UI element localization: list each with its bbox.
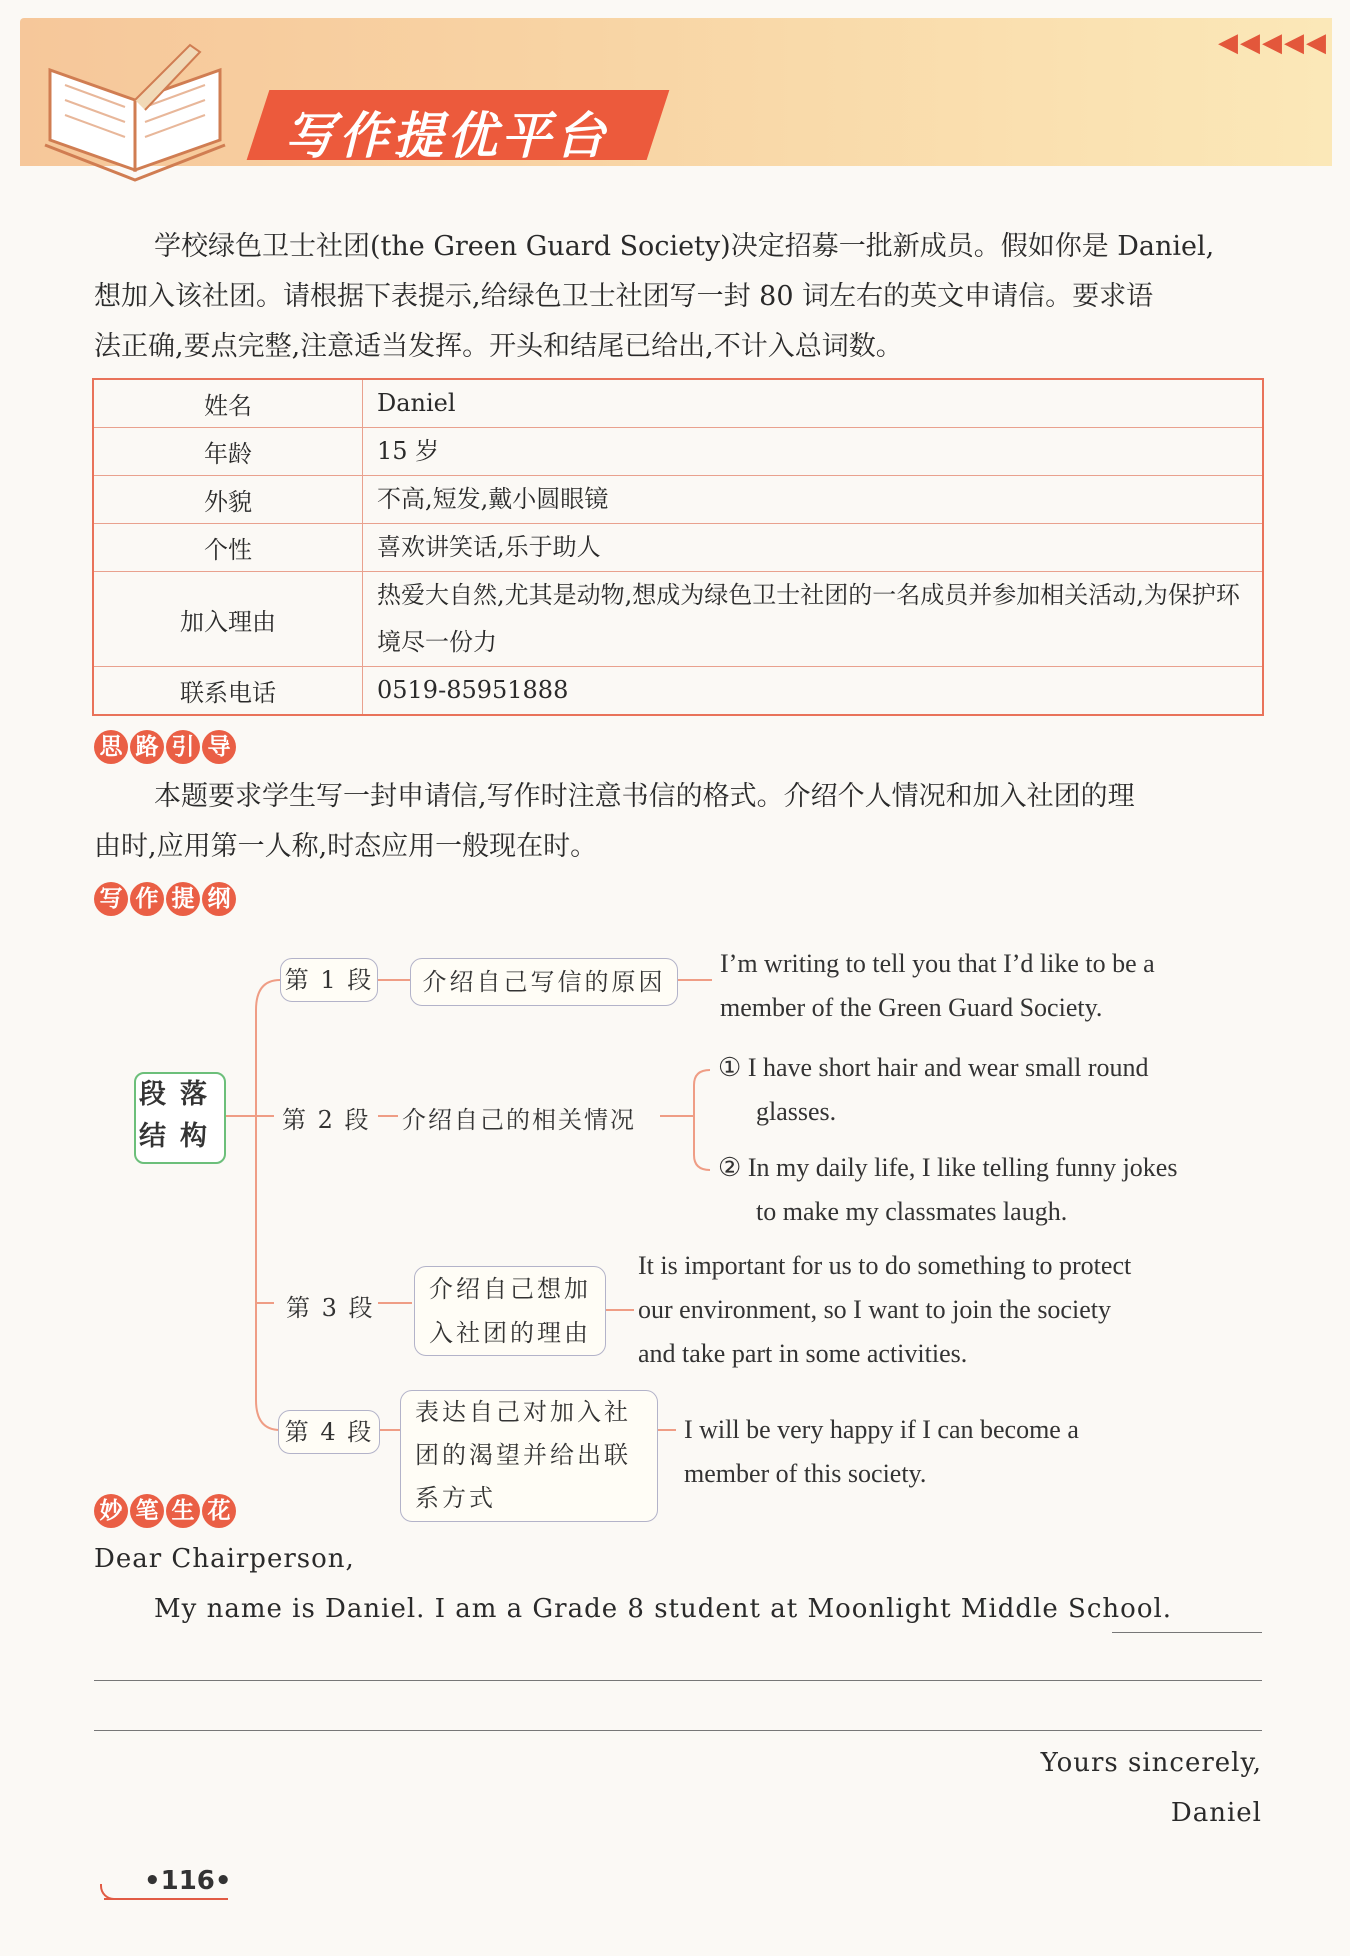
page-number-underline bbox=[104, 1898, 228, 1900]
guide-text bbox=[94, 772, 1264, 872]
tag-char: 纲 bbox=[202, 882, 236, 916]
table-value: 0519-85951888 bbox=[363, 667, 1264, 716]
table-value: Daniel bbox=[363, 379, 1264, 428]
table-row bbox=[93, 572, 1263, 667]
english-line: member of the Green Guard Society. bbox=[720, 993, 1103, 1022]
english-line: I will be very happy if I can become a bbox=[684, 1415, 1079, 1444]
table-row bbox=[93, 379, 1263, 428]
guide-line-1: 本题要求学生写一封申请信,写作时注意书信的格式。介绍个人情况和加入社团的理 bbox=[154, 781, 1135, 812]
table-row bbox=[93, 667, 1263, 716]
prompt-line-1: 学校绿色卫士社团(the Green Guard Society)决定招募一批新成员。假如你是 Daniel, bbox=[154, 231, 1215, 262]
answer-line[interactable] bbox=[94, 1730, 1262, 1731]
table-key: 姓名 bbox=[93, 379, 363, 428]
table-value: 不高,短发,戴小圆眼镜 bbox=[363, 476, 1264, 524]
english-line: glasses. bbox=[756, 1097, 837, 1126]
point-number: ① bbox=[718, 1053, 742, 1082]
paragraph-label-2: 第 2 段 bbox=[282, 1106, 371, 1134]
arrow-decoration-icon: ◀◀◀◀◀ bbox=[1218, 28, 1328, 58]
letter-signature: Daniel bbox=[1170, 1798, 1262, 1828]
letter-closing: Yours sincerely, bbox=[1040, 1748, 1262, 1778]
answer-blank-line[interactable] bbox=[1112, 1632, 1262, 1633]
english-line: I have short hair and wear small round bbox=[747, 1053, 1149, 1082]
outline-section-tag bbox=[94, 882, 236, 916]
writing-prompt bbox=[94, 222, 1264, 372]
prompt-line-3: 法正确,要点完整,注意适当发挥。开头和结尾已给出,不计入总词数。 bbox=[94, 331, 903, 362]
table-row bbox=[93, 476, 1263, 524]
paragraph-label-4: 第 4 段 bbox=[278, 1410, 380, 1454]
paragraph-topic-4 bbox=[400, 1390, 658, 1522]
tag-char: 导 bbox=[202, 730, 236, 764]
topic-line: 表达自己对加入社 bbox=[415, 1398, 631, 1426]
root-line-1: 段落 bbox=[139, 1079, 221, 1110]
tag-char: 路 bbox=[130, 730, 164, 764]
paragraph-point-1 bbox=[718, 1046, 1149, 1134]
prompt-line-2: 想加入该社团。请根据下表提示,给绿色卫士社团写一封 80 词左右的英文申请信。要求语 bbox=[94, 281, 1154, 312]
paragraph-topic-2: 介绍自己的相关情况 bbox=[402, 1106, 636, 1134]
topic-line: 系方式 bbox=[415, 1484, 496, 1512]
paragraph-label-1: 第 1 段 bbox=[280, 958, 378, 1002]
tag-char: 作 bbox=[130, 882, 164, 916]
tag-char: 引 bbox=[166, 730, 200, 764]
table-value: 15 岁 bbox=[363, 428, 1264, 476]
open-book-icon bbox=[40, 40, 230, 200]
tag-char: 写 bbox=[94, 882, 128, 916]
tag-char: 妙 bbox=[94, 1494, 128, 1528]
guide-line-2: 由时,应用第一人称,时态应用一般现在时。 bbox=[94, 831, 598, 862]
english-line: It is important for us to do something to protect bbox=[638, 1251, 1132, 1280]
paragraph-topic-3 bbox=[414, 1266, 606, 1356]
writing-section-tag bbox=[94, 1494, 236, 1528]
paragraph-label-3: 第 3 段 bbox=[286, 1294, 375, 1322]
table-value: 喜欢讲笑话,乐于助人 bbox=[363, 524, 1264, 572]
paragraph-english-3 bbox=[638, 1244, 1131, 1376]
english-line: and take part in some activities. bbox=[638, 1339, 968, 1368]
section-title: 写作提优平台 bbox=[285, 107, 609, 165]
english-line: to make my classmates laugh. bbox=[756, 1197, 1068, 1226]
tag-char: 花 bbox=[202, 1494, 236, 1528]
tag-char: 生 bbox=[166, 1494, 200, 1528]
table-key: 加入理由 bbox=[93, 572, 363, 667]
table-row bbox=[93, 524, 1263, 572]
tag-char: 笔 bbox=[130, 1494, 164, 1528]
guide-section-tag bbox=[94, 730, 236, 764]
letter-greeting: Dear Chairperson, bbox=[94, 1544, 355, 1574]
table-key: 年龄 bbox=[93, 428, 363, 476]
table-key: 外貌 bbox=[93, 476, 363, 524]
answer-line[interactable] bbox=[94, 1680, 1262, 1681]
english-line: I’m writing to tell you that I’d like to be a bbox=[720, 949, 1155, 978]
info-table bbox=[92, 378, 1264, 716]
topic-line: 入社团的理由 bbox=[429, 1319, 591, 1347]
root-line-2: 结构 bbox=[139, 1121, 221, 1152]
table-row bbox=[93, 428, 1263, 476]
paragraph-english-4 bbox=[684, 1408, 1079, 1496]
paragraph-topic-1: 介绍自己写信的原因 bbox=[410, 958, 678, 1006]
table-value: 热爱大自然,尤其是动物,想成为绿色卫士社团的一名成员并参加相关活动,为保护环境尽一份力 bbox=[363, 572, 1264, 667]
page-number: •116• bbox=[144, 1866, 232, 1896]
letter-opening: My name is Daniel. I am a Grade 8 student at Moonlight Middle School. bbox=[154, 1594, 1173, 1624]
table-key: 联系电话 bbox=[93, 667, 363, 716]
paragraph-structure-root bbox=[134, 1072, 226, 1164]
paragraph-english-1 bbox=[720, 942, 1155, 1030]
tag-char: 提 bbox=[166, 882, 200, 916]
english-line: member of this society. bbox=[684, 1459, 927, 1488]
paragraph-point-2 bbox=[718, 1146, 1177, 1234]
topic-line: 介绍自己想加 bbox=[429, 1275, 591, 1303]
english-line: our environment, so I want to join the society bbox=[638, 1295, 1111, 1324]
english-line: In my daily life, I like telling funny jokes bbox=[747, 1153, 1178, 1182]
topic-line: 团的渴望并给出联 bbox=[415, 1441, 631, 1469]
table-key: 个性 bbox=[93, 524, 363, 572]
point-number: ② bbox=[718, 1153, 742, 1182]
tag-char: 思 bbox=[94, 730, 128, 764]
